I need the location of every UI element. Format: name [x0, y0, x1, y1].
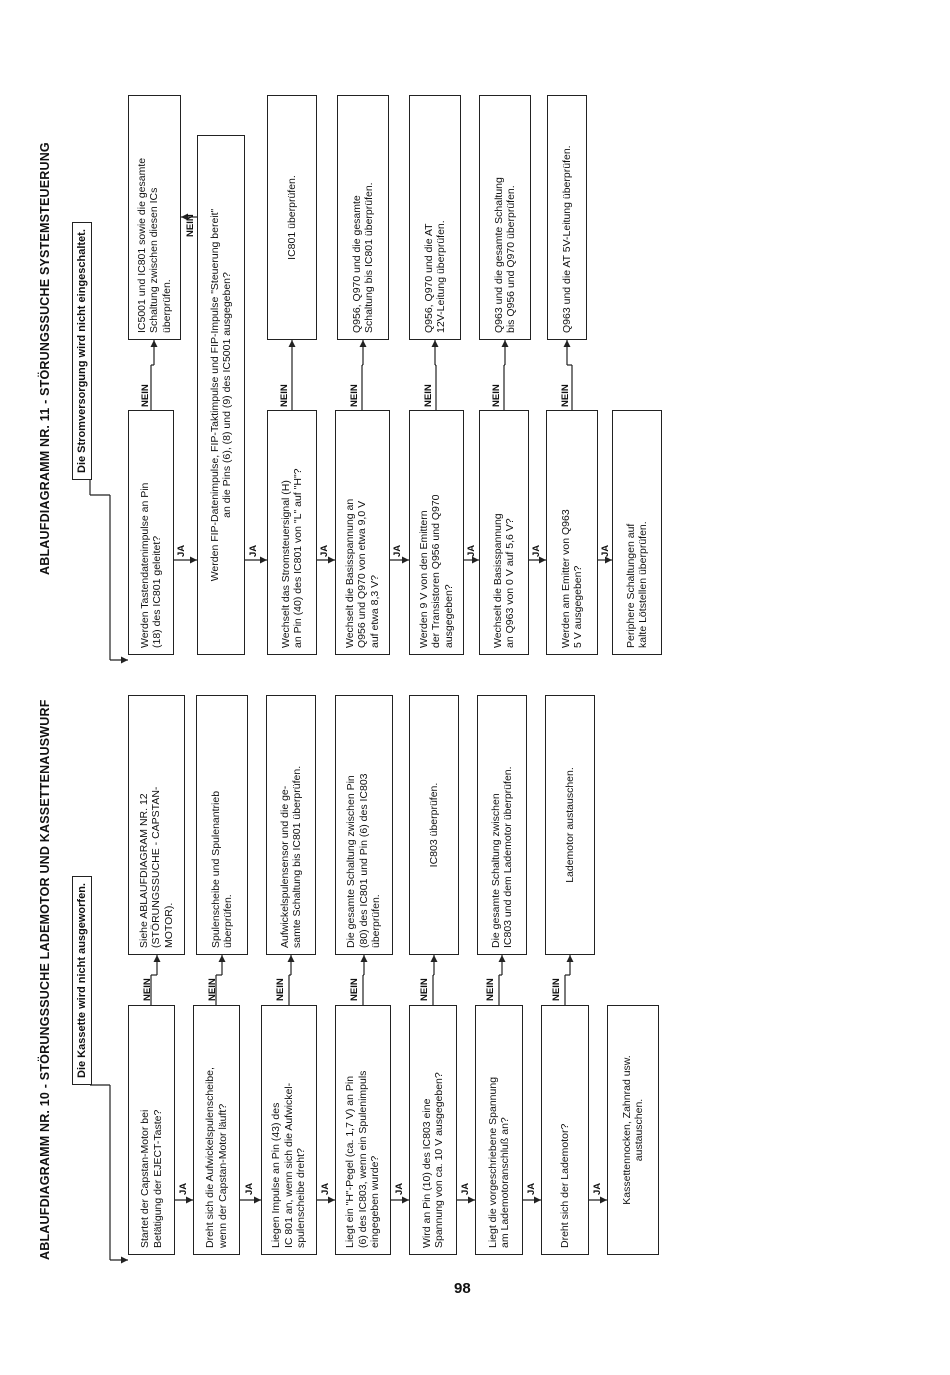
- arrowhead: [260, 557, 267, 564]
- yes-label: JA: [392, 544, 403, 557]
- chart10-question-7: Dreht sich der Lademotor?: [541, 1005, 589, 1255]
- arrowhead: [254, 1197, 261, 1204]
- arrowhead: [288, 955, 295, 962]
- no-label: NEIN: [560, 384, 571, 407]
- yes-label: JA: [244, 1182, 255, 1195]
- chart11-question-2: Werden FIP-Datenimpulse, FIP-Taktimpulse und FIP-Impulse "Steuerung bereit" an die Pins (6), (8) und (9) des IC5001 ausgegeben?: [197, 135, 245, 655]
- chart10-title: ABLAUFDIAGRAMM NR. 10 - STÖRUNGSSUCHE LADEMOTOR UND KASSETTENAUSWURF: [38, 699, 52, 1260]
- yes-label: JA: [178, 1182, 189, 1195]
- chart10-action-6: Die gesamte Schaltung zwischen IC803 und dem Lademotor überprüfen.: [477, 695, 527, 955]
- yes-label: JA: [592, 1182, 603, 1195]
- yes-label: JA: [176, 544, 187, 557]
- arrowhead: [539, 557, 546, 564]
- yes-label: JA: [466, 544, 477, 557]
- arrowhead: [328, 1197, 335, 1204]
- no-label: NEIN: [419, 978, 430, 1001]
- chart11-question-6: Wechselt die Basisspannung an Q963 von 0 V auf 5,6 V?: [479, 410, 529, 655]
- chart11-question-3: Wechselt das Stromsteuersignal (H) an Pin (40) des IC801 von "L" auf "H"?: [267, 410, 317, 655]
- chart10-question-4: Liegt ein "H"-Pegel (ca. 1,7 V) an Pin (6) des IC803, wenn ein Spulenimpuls eingegeben wurde?: [335, 1005, 391, 1255]
- chart11-action-6: Q963 und die AT 5V-Leitung überprüfen.: [547, 95, 587, 340]
- yes-label: JA: [526, 1182, 537, 1195]
- arrowhead: [360, 340, 367, 347]
- arrowhead: [432, 340, 439, 347]
- chart10-action-7: Lademotor austauschen.: [545, 695, 595, 955]
- arrowhead: [402, 1197, 409, 1204]
- page-number: 98: [454, 1280, 471, 1297]
- no-label: NEIN: [142, 978, 153, 1001]
- chart10-question-6: Liegt die vorgeschriebene Spannung am Lademotoranschluß an?: [475, 1005, 523, 1255]
- chart11-action-4: Q956, Q970 und die AT 12V-Leitung überprüfen.: [409, 95, 461, 340]
- chart11-question-1: Werden Tastendatenimpulse an Pin (18) des IC801 geleitet?: [128, 410, 174, 655]
- arrowhead: [605, 557, 612, 564]
- arrowhead: [402, 557, 409, 564]
- chart11-title: ABLAUFDIAGRAMM NR. 11 - STÖRUNGSSUCHE SYSTEMSTEUERUNG: [38, 142, 52, 575]
- chart11-start-box: Die Stromversorgung wird nicht eingeschaltet.: [72, 222, 92, 480]
- arrowhead: [468, 1197, 475, 1204]
- chart10-action-5: IC803 überprüfen.: [409, 695, 459, 955]
- arrowhead: [600, 1197, 607, 1204]
- chart10-question-3: Liegen Impulse an Pin (43) des IC 801 an, wenn sich die Aufwickel- spulenscheibe dreht?: [261, 1005, 317, 1255]
- arrowhead: [564, 340, 571, 347]
- arrowhead: [567, 955, 574, 962]
- chart10-question-2: Dreht sich die Aufwickelspulenscheibe, wenn der Capstan-Motor läuft?: [193, 1005, 240, 1255]
- arrowhead: [154, 955, 161, 962]
- chart10-question-5: Wird an Pin (10) des IC803 eine Spannung von ca. 10 V ausgegeben?: [409, 1005, 457, 1255]
- yes-label: JA: [460, 1182, 471, 1195]
- yes-label: JA: [248, 544, 259, 557]
- no-label: NEIN: [349, 384, 360, 407]
- no-label: NEIN: [185, 214, 196, 237]
- arrowhead: [328, 557, 335, 564]
- chart10-question-1: Startet der Capstan-Motor bei Betätigung der EJECT-Taste?: [128, 1005, 175, 1255]
- arrowhead: [472, 557, 479, 564]
- yes-label: JA: [319, 544, 330, 557]
- arrowhead: [502, 340, 509, 347]
- chart11-action-5: Q963 und die gesamte Schaltung bis Q956 und Q970 überprüfen.: [479, 95, 531, 340]
- arrowhead: [289, 340, 296, 347]
- no-label: NEIN: [551, 978, 562, 1001]
- arrowhead: [121, 1257, 128, 1264]
- arrowhead: [186, 1197, 193, 1204]
- chart10-action-1: Siehe ABLAUFDIAGRAM NR. 12 (STÖRUNGSSUCHE - CAPSTAN- MOTOR).: [128, 695, 185, 955]
- chart11-question-5: Werden 9 V von den Emittern der Transistoren Q956 und Q970 ausgegeben?: [409, 410, 464, 655]
- no-label: NEIN: [140, 384, 151, 407]
- chart11-action-1: IC5001 und IC801 sowie die gesamte Schaltung zwischen diesen ICs überprüfen.: [128, 95, 181, 340]
- arrowhead: [499, 955, 506, 962]
- arrowhead: [190, 557, 197, 564]
- arrowhead: [121, 657, 128, 664]
- chart11-end-box: Periphere Schaltungen auf kalte Lötstellen überprüfen.: [612, 410, 662, 655]
- chart10-action-4: Die gesamte Schaltung zwischen Pin (80) des IC801 und Pin (6) des IC803 überprüfen.: [335, 695, 393, 955]
- no-label: NEIN: [207, 978, 218, 1001]
- chart11-action-2: IC801 überprüfen.: [267, 95, 317, 340]
- chart11-action-3: Q956, Q970 und die gesamte Schaltung bis IC801 überprüfen.: [337, 95, 389, 340]
- chart10-end-box: Kassettennocken, Zahnrad usw. austauschen.: [607, 1005, 659, 1255]
- arrowhead: [534, 1197, 541, 1204]
- no-label: NEIN: [349, 978, 360, 1001]
- chart10-action-2: Spulenscheibe und Spulenantrieb überprüfen.: [196, 695, 248, 955]
- chart11-question-7: Werden am Emitter von Q963 5 V ausgegeben?: [546, 410, 598, 655]
- yes-label: JA: [320, 1182, 331, 1195]
- no-label: NEIN: [485, 978, 496, 1001]
- arrowhead: [431, 955, 438, 962]
- no-label: NEIN: [275, 978, 286, 1001]
- chart10-action-3: Aufwickelspulensensor und die ge- samte Schaltung bis IC801 überprüfen.: [266, 695, 316, 955]
- yes-label: JA: [394, 1182, 405, 1195]
- no-label: NEIN: [279, 384, 290, 407]
- chart11-question-4: Wechselt die Basisspannung an Q956 und Q970 von etwa 9,0 V auf etwa 8,3 V?: [335, 410, 390, 655]
- arrowhead: [361, 955, 368, 962]
- chart10-start-box: Die Kassette wird nicht ausgeworfen.: [72, 876, 92, 1085]
- yes-label: JA: [600, 544, 611, 557]
- arrowhead: [151, 340, 158, 347]
- no-label: NEIN: [491, 384, 502, 407]
- arrowhead: [219, 955, 226, 962]
- no-label: NEIN: [423, 384, 434, 407]
- yes-label: JA: [531, 544, 542, 557]
